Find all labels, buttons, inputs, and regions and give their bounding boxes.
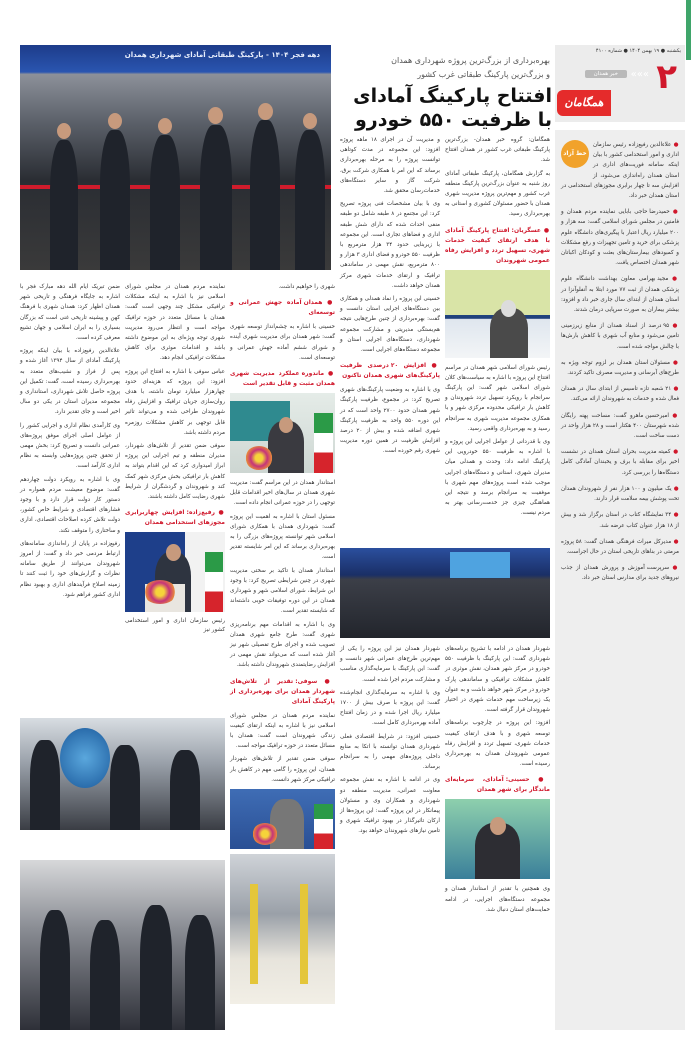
date-line: یکشنبه ● ۱۹ بهمن ۱۴۰۴ ● شماره ۴۱۰۰	[595, 48, 681, 54]
paragraph: و مدیریت آن در اجرای ۱۸ ماهه پروژه افزود: این مجموعه در مدت کوتاهی توانست پروژه را به مرحله بهره‌برداری برساند که این امر با همکاری شرکت برق، شرکت گاز و سایر دستگاه‌های خدمات‌رسان محقق شد.	[340, 137, 440, 195]
bullet-icon: ●	[669, 323, 679, 330]
paragraph: شهردار همدان نیز این پروژه را یکی از مهم‌ترین طرح‌های عمرانی شهر دانست و گفت: این پارکینگ با سرمایه‌گذاری مناسب و مشارکت مردم اجرا شده است.	[340, 646, 440, 683]
person	[200, 125, 232, 270]
paragraph: وی با اشاره به رویکرد دولت چهاردهم گفت: موضوع معیشت مردم همواره در دستور کار دولت قرار دارد و با وجود فشارهای اقتصادی و شرایط خاص کشور، دولت تلاش کرده اصلاحات اقتصادی، اداری و ساختاری را متوقف نکند.	[20, 476, 120, 534]
bullet-icon: ●	[671, 386, 679, 393]
globe-sculpture	[60, 728, 110, 788]
person	[110, 745, 140, 830]
iran-flag	[314, 804, 333, 849]
paragraph: استاندار همدان در این مراسم گفت: مدیریت شهری همدان در سال‌های اخیر اقدامات قابل توجهی را در حوزه عمرانی انجام داده است.	[230, 480, 335, 507]
column-2	[340, 135, 440, 460]
headline-line-2: با ظرفیت ۵۵۰ خودرو	[354, 109, 552, 131]
sidebar-list	[561, 140, 679, 584]
subheading: ● همدان آماده جهش عمرانی و توسعه‌ای	[230, 298, 335, 318]
paragraph: رفیع‌زاده در پایان از راه‌اندازی سامانه‌های ارتباط مردمی خبر داد و گفت: از امروز شهروندان می‌توانند از طریق سامانه نظرات و گزارش‌های خود را ثبت کنند تا زمینه اصلاح فرآیندهای اداری و بهبود نظام اداری کشور فراهم شود.	[20, 540, 120, 598]
subheading: ● ماندوره عملکرد مدیریت شهری همدان مثبت و قابل تقدیر است	[230, 369, 335, 389]
subheading: ● حسینی: آمادای، سرمایه‌ای ماندگار برای شهر همدان	[445, 775, 550, 795]
governor-photo	[230, 393, 335, 473]
kicker-line-2: و بزرگ‌ترین پارکینگ طبقاتی غرب کشور	[417, 70, 550, 79]
sidebar-news-text: حمیدرضا حاجی بابایی نماینده مردم همدان و فامنین در مجلس شورای اسلامی گفت: سه هزار و ۲۰۰ میلیارد ریال اعتبار با پیگیری‌های دانشگاه علوم پزشکی برای خرید و تامین تجهیزات و رفع مشکلات و کمبودهای بیمارستان‌های بعثت و کودکان اکباتان شهر همدان اختصاص یافت.	[561, 209, 679, 267]
stage-banner	[445, 270, 550, 315]
column-2b	[445, 644, 550, 918]
bullet-icon: ●	[670, 359, 679, 366]
subheading: ● رفیع‌زاده: افزایش چهاربرابری مجوزهای استخدامی همدان	[125, 508, 225, 528]
column-3	[230, 282, 335, 1009]
paragraph: حسینی با اشاره به چشم‌انداز توسعه شهری گفت: شهر همدان برای مدیریت شهری آینده و شورای ششم آماده جهش عمرانی و توسعه‌ای است.	[230, 324, 335, 361]
iran-flag	[314, 413, 333, 473]
paragraph: حسینی افزود: در شرایط اقتصادی فعلی شهرداری همدان توانسته با اتکا به منابع داخلی پروژه‌های مهمی را به سرانجام برساند.	[340, 733, 440, 771]
kicker-line-1: بهره‌برداری از بزرگ‌ترین پروژه شهرداری همدان	[391, 56, 550, 65]
ribbon-cutting-photo	[20, 45, 331, 270]
speaker	[270, 799, 304, 849]
paragraph: نماینده مردم همدان در مجلس شورای اسلامی نیز با اشاره به اینکه مشکلات ترافیکی مشکل چند وجهی است گفت: همدان با مسائل متعدد در حوزه ترافیک مواجه است و انتظار می‌رود مدیریت شهری توجه ویژه‌ای به این موضوع داشته باشد و اقدامات موثری برای کاهش مشکلات ترافیکی انجام دهد.	[125, 284, 225, 362]
paragraph: ضمن تبریک ایام الله دهه مبارک فجر با اشاره به جایگاه فرهنگی و تاریخی شهر همدان اظهار کرد: همدان شهری با فرهنگ کهن و پیشینه تاریخی غنی است که بزرگان بسیاری را به ایران اسلامی و جهان تشیع معرفی کرده است.	[20, 284, 120, 342]
paragraph: سوفی ضمن تقدیر از تلاش‌های شهردار، مدیران منطقه و تیم اجرایی این پروژه ابراز امیدواری کرد که این اقدام بتواند به کاهش بار ترافیکی بخش مرکزی شهر کمک کند و شهروندان و گردشگران از شرایط شهری رضایت کامل داشته باشند.	[125, 443, 225, 501]
sidebar-news-text: مدیرکل میراث فرهنگی همدان گفت: ۵۸ پروژه مرمتی در بناهای تاریخی استان در حال اجراست.	[561, 538, 679, 555]
paragraph: حسینی این پروژه را نماد همدلی و همکاری بین دستگاه‌های اجرایی استان دانست و گفت: بهره‌برداری از چنین طرح‌هایی نتیجه هم‌بستگی مدیریتی و مشارکت مجموعه شهرداری، دستگاه‌های اجرایی استان و مجموعه دستگاه‌های اجرایی است.	[340, 296, 440, 354]
paragraph: وی همچنین با تقدیر از استاندار همدان و مجموعه دستگاه‌های اجرایی، در ادامه حمایت‌های استان دنبال شد.	[445, 886, 550, 913]
paragraph: رئیس شورای اسلامی شهر همدان در مراسم افتتاح این پروژه با اشاره به سیاست‌های کلان شورای اسلامی شهر گفت: این پارکینگ سرانجام با رویکرد تسهیل تردد شهروندان و کاهش بار ترافیکی محدوده مرکزی شهر و با همکاری مجموعه مدیریت شهری به سرانجام رسید و به بهره‌برداری واقعی رسید.	[445, 364, 550, 432]
paragraph: وی کارآمدی نظام اداری و اجرایی کشور را از عوامل اصلی اجرای موفق پروژه‌های عمرانی دانست و تصریح کرد: بخش مهمی از تحقق چنین پروژه‌هایی وابسته به نظام اداری کارآمد است.	[20, 422, 120, 470]
kicker	[340, 54, 550, 82]
sidebar-news-text: علاءالدین رفیع‌زاده رئیس سازمان اداری و امور استخدامی کشور با بیان اینکه سامانه فوریت‌های اداری در استان همدان راه‌اندازی می‌شود، از افزایش سه تا چهار برابری مجوزهای استخدامی در استان همدان خبر داد.	[561, 142, 679, 200]
head	[108, 113, 122, 129]
paragraph: مسئول استان با اشاره به اهمیت این پروژه گفت: شهرداری همدان با همکاری شورای اسلامی شهر توانسته پروژه‌های بزرگی را به بهره‌برداری برساند که این امر شایسته تقدیر است.	[230, 513, 335, 561]
bullet-icon: ●	[671, 512, 679, 519]
head	[303, 113, 317, 129]
logo	[557, 90, 611, 116]
sidebar-news-text: مسئولان استان همدان بر لزوم توجه ویژه به طرح‌های آبرسانی و مدیریت مصرف تاکید کردند.	[561, 359, 679, 377]
paragraph: نماینده مردم همدان در مجلس شورای اسلامی نیز با اشاره به اینکه ارتقای کیفیت زندگی شهروندان است گفت: همدان با مسائل متعدد در حوزه ترافیک مواجه است.	[230, 712, 335, 750]
subheading: ● سوفی: تقدیر از تلاش‌های شهردار همدان برای بهره‌برداری از پارکینگ آمادای	[230, 677, 335, 707]
speaker-photo-1	[445, 270, 550, 358]
bullet-icon: ●	[668, 412, 679, 419]
sidebar-news-text: ۲۱ شعبه تازه تاسیس از ابتدای سال در همدان فعال شده و خدمات به شهروندان ارائه می‌کند.	[561, 386, 679, 403]
parking-interior-photo	[230, 854, 335, 1004]
paragraph: به گزارش همگامان، پارکینگ طبقاتی آمادای روز شنبه به عنوان بزرگ‌ترین پارکینگ منطقه غرب کشور و مهم‌ترین پروژه مدیریت شهری همدان با حضور مسئولان کشوری و استانی به بهره‌برداری رسید.	[445, 170, 550, 218]
head	[501, 300, 516, 317]
subheading: ● عسگریان: افتتاح پارکینگ آمادای با هدف ارتقای کیفیت خدمات شهری، تسهیل تردد و افزایش رفاه عمومی شهروندان	[445, 226, 550, 266]
bullet-icon: ●	[670, 449, 679, 456]
head	[208, 107, 223, 124]
sidebar-news-item	[561, 563, 679, 583]
speaker-photo-3	[230, 789, 335, 849]
column-5	[20, 282, 120, 603]
photo-caption: رئیس سازمان اداری و امور استخدامی کشور نیز	[125, 618, 225, 634]
sidebar-news-item	[561, 384, 679, 404]
sidebar-news-item	[561, 358, 679, 378]
audience-photo	[340, 548, 550, 638]
paragraph: عباس سوفی با اشاره به افتتاح این پروژه افزود: این پروژه که هزینه‌ای حدود چهارهزار میلیارد تومان داشته، با هدف روان‌سازی جریان ترافیک و افزایش رفاه شهروندان طراحی شده و می‌تواند تاثیر قابل توجهی بر کاهش مشکلات روزمره مردم داشته باشد.	[125, 368, 225, 436]
megaphone-icon	[561, 140, 589, 168]
bullet-icon: ●	[668, 276, 679, 283]
paragraph: وی با اشاره به وضعیت پارکینگ‌های شهری تصریح کرد: در مجموع، ظرفیت پارکینگ شهر همدان حدود ۲۷۰۰ واحد است که در این دوره ۵۵۰ واحد به ظرفیت پارکینگ شهری اضافه شده و بیش از ۲۰ درصد افزایش ظرفیت در همین دوره مدیریت شهری رقم خورده است.	[340, 387, 440, 455]
sidebar-news-item	[561, 321, 679, 352]
person	[150, 135, 180, 270]
page-number: ۲	[656, 57, 677, 97]
person	[140, 905, 172, 1030]
sidebar-news-text: امیرحسین ماهرو گفت: مساحت پهنه رایگان شده شهرستان ۴۰۰ هکتار است و ۲۸ هزار واحد در دست ساخت است.	[561, 412, 679, 440]
person	[40, 910, 70, 1030]
pillar	[300, 884, 308, 984]
head	[258, 103, 273, 120]
sidebar-news-item	[561, 274, 679, 315]
paragraph: وی با اشاره به اقدامات مهم برنامه‌ریزی شهری گفت: طرح جامع شهری همدان تصویب شده و اجرای طرح تفصیلی شهر نیز آغاز شده است که می‌تواند نقش مهمی در افزایش رضایتمندی شهروندان داشته باشد.	[230, 621, 335, 669]
banner-text: دهه فجر ۱۴۰۴ - پارکینگ طبقاتی آمادای شهرداری همدان	[124, 51, 320, 59]
paragraph: افزود: این پروژه در چارچوب برنامه‌های توسعه شهری و با هدف ارتقای کیفیت خدمات شهری، تسهیل تردد و افزایش رفاه عمومی شهروندان همدان به بهره‌برداری رسیده است.	[445, 720, 550, 768]
paragraph: استاندار همدان با تاکید بر سختی مدیریت شهری در چنین شرایطی تصریح کرد: با وجود این شرایط، شورای اسلامی شهر و شهرداری همدان در این دوره توفیقات خوبی داشته‌اند که شایسته تقدیر است.	[230, 567, 335, 615]
paragraph: سوفی ضمن تقدیر از تلاش‌های شهردار همدان، این پروژه را گامی مهم در کاهش بار ترافیکی مرکز شهر دانست.	[230, 756, 335, 783]
bullet-icon: ●	[671, 142, 679, 148]
headline	[336, 84, 552, 132]
subheading: ● افزایش ۲۰ درصدی ظرفیت پارکینگ‌های شهری همدان تاکنون	[340, 361, 440, 381]
paragraph: وی با بیان مشخصات فنی پروژه تصریح کرد: این مجتمع در ۸ طبقه شامل دو طبقه منفی احداث شده که دارای شش طبقه اداری و فضاهای تجاری است. این مجموعه با زیربنایی حدود ۳۴ هزار مترمربع با ظرفیت ۵۵۰ خودرو و فضای اداری ۳ هزار و ۸۰۰ مترمربع، نقش مهمی در ساماندهی ترافیک و ارتقای خدمات شهری مرکز همدان خواهد داشت.	[340, 201, 440, 289]
column-4	[125, 282, 225, 635]
sidebar-news-text: ۹۵ درصد از اسناد همدان از منابع زیرزمینی تامین می‌شود و منابع آب شهری با کاهش بارش‌ها با چالش مواجه شده است.	[561, 323, 679, 350]
person	[100, 130, 130, 270]
paragraph: وی با قدردانی از عوامل اجرایی این پروژه و با اشاره به ظرفیت ۵۵۰ خودرویی این پارکینگ ادامه داد: وحدت و همدلی میان مدیران شهری، استانی و دستگاه‌های اجرایی موجب شده است پروژه‌های مهم شهری با موفقیت به سرانجام برسد و نتیجه این هماهنگی چیزی جز خدمت‌رسانی بهتر به مردم نیست.	[445, 439, 550, 517]
sidebar-news-briefs	[555, 130, 685, 1030]
visit-photo	[20, 860, 225, 1030]
sidebar-news-text: یک میلیون و ۱۰۰ هزار نفر از شهروندان همدان تحت پوشش بیمه سلامت قرار دارند.	[561, 485, 679, 503]
stage-screen	[450, 552, 510, 578]
bullet-icon: ●	[671, 485, 679, 492]
sidebar-news-item	[561, 510, 679, 530]
sidebar-news-item	[561, 537, 679, 557]
paragraph: همگامان: گروه خبر همدان- بزرگ‌ترین پارکینگ طبقاتی غرب کشور در همدان افتتاح شد.	[445, 137, 550, 164]
person	[90, 920, 120, 1030]
sidebar-badge: خط آزاد	[563, 150, 587, 157]
chevrons-icon: «««	[630, 69, 649, 80]
head	[158, 118, 172, 134]
column-1	[445, 135, 550, 522]
paragraph: شهری را خواهیم داشت.	[278, 284, 335, 290]
iran-flag	[205, 552, 223, 612]
column-2c	[340, 644, 440, 840]
page-edge	[686, 0, 691, 60]
paragraph: وی با اشاره به سرمایه‌گذاری انجام‌شده گفت: این پروژه با صرف بیش از ۱۷۰۰ میلیارد ریال اجرا شده و در زمان افتتاح آماده بهره‌برداری کامل است.	[340, 689, 440, 727]
logo-text: همگامان	[564, 96, 604, 109]
person	[295, 130, 325, 270]
headline-line-1: افتتاح پارکینگ آمادای	[353, 85, 552, 107]
sidebar-news-item	[561, 447, 679, 478]
person	[185, 915, 215, 1030]
section-label: خبر همدان	[585, 70, 627, 78]
person	[250, 120, 280, 270]
handshake-photo	[20, 718, 225, 830]
person	[170, 750, 200, 830]
head	[279, 417, 293, 433]
sidebar-news-item	[561, 207, 679, 268]
official-speech-photo	[125, 532, 225, 612]
person	[50, 140, 78, 270]
pillar	[250, 884, 258, 984]
sidebar-news-text: ۳۴ نمایشگاه کتاب در استان برگزار شد و بیش از ۱۸ هزار عنوان کتاب عرضه شد.	[561, 512, 679, 529]
sidebar-news-item	[561, 411, 679, 442]
head	[57, 123, 71, 139]
sidebar-news-text: مجید بهرامی معاون بهداشت دانشگاه علوم پزشکی همدان از ثبت ۷۷ مورد ابتلا به آنفلوآنزا در استان همدان از ابتدای سال جاری خبر داد و افزود: بیشتر بیماران به صورت سرپایی درمان شدند.	[561, 276, 679, 314]
flowers	[245, 446, 273, 470]
flowers	[252, 823, 278, 845]
sidebar-news-item	[561, 484, 679, 504]
page-header	[555, 45, 685, 122]
bullet-icon: ●	[669, 565, 679, 572]
bullet-icon: ●	[671, 538, 679, 545]
sidebar-news-text: سرپرست آموزش و پرورش همدان از جذب نیروهای جدید برای مدارس استان خبر داد.	[561, 565, 679, 582]
paragraph: وی در ادامه با اشاره به نقش مجموعه معاونت عمرانی، مدیریت منطقه دو شهرداری و همکاران وی و مسئولان پیمانکار در این پروژه گفت: این پروژه‌ها از ارکان تاثیرگذار در بهبود ترافیک شهری و تامین نیازهای شهروندان خواهد بود.	[340, 777, 440, 835]
paragraph: علاءالدین رفیع‌زاده با بیان اینکه پروژه پارکینگ آمادای از سال ۱۳۹۴ آغاز شده و پس از فراز و نشیب‌های متعدد به بهره‌برداری رسیده است، گفت: تکمیل این پروژه حاصل تلاش شهرداری، استانداری و مجموعه مدیران استان در یکی دو سال اخیر است و جای تقدیر دارد.	[20, 348, 120, 416]
mayor-photo	[445, 799, 550, 879]
sidebar-news-text: کمیته مدیریت بحران استان همدان در نشست اخیر برای مقابله با برف و یخبندان آمادگی کامل دستگاه‌ها را بررسی کرد.	[561, 449, 679, 476]
bullet-icon: ●	[669, 209, 679, 216]
person	[30, 740, 60, 830]
paragraph: شهردار همدان در ادامه با تشریح برنامه‌های شهرداری گفت: این پارکینگ با ظرفیت ۵۵۰ خودرو در مرکز شهر همدان، نقش موثری در کاهش مشکلات ترافیکی و ساماندهی پارک خودرو در مرکز شهر خواهد داشت و به عنوان یک زیرساخت مهم خدمات شهری در اختیار شهروندان قرار گرفته است.	[445, 646, 550, 714]
